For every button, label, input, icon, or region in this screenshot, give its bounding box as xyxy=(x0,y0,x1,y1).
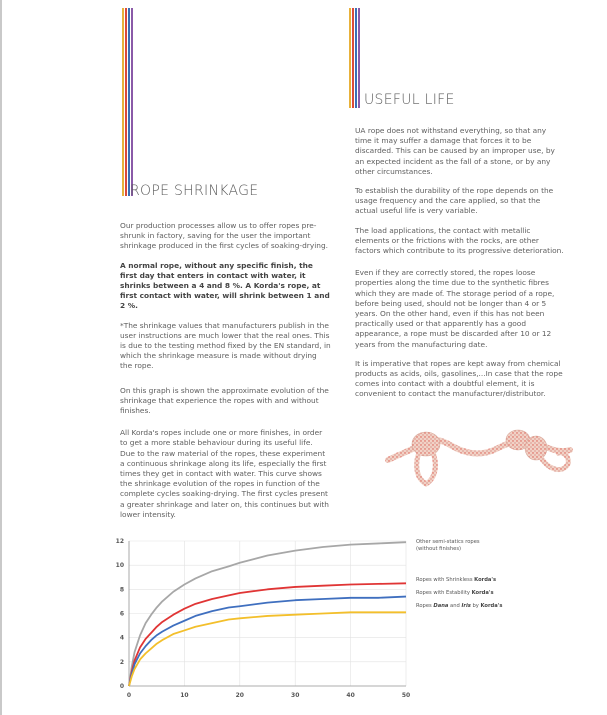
rope-knot xyxy=(412,432,440,456)
rope-knot xyxy=(525,436,547,460)
rope-shrinkage-body xyxy=(120,221,331,529)
stripe xyxy=(349,8,351,108)
x-tick-label: 50 xyxy=(401,692,411,699)
legend-estability-brand: Korda's xyxy=(471,590,494,596)
stripe xyxy=(352,8,354,108)
stripe xyxy=(358,8,360,108)
rope-knots-photo xyxy=(380,420,576,500)
x-tick-label: 20 xyxy=(235,692,244,699)
y-tick-label: 0 xyxy=(119,683,124,690)
y-tick-label: 6 xyxy=(119,610,124,618)
y-tick-label: 10 xyxy=(115,562,124,570)
legend-dana-by: by xyxy=(470,603,481,609)
legend-dana-iris xyxy=(416,603,502,610)
legend-dana-and: and xyxy=(448,603,462,609)
series-line-grey-curve xyxy=(129,542,406,686)
y-tick-label: 8 xyxy=(119,586,124,594)
accent-stripes-top-left xyxy=(122,8,133,196)
x-tick-label: 40 xyxy=(346,692,355,699)
page-edge xyxy=(0,0,2,715)
series-line-blue-curve xyxy=(129,597,406,686)
x-tick-label: 10 xyxy=(180,692,189,699)
shrinkage-graph-intro: On this graph is shown the approximate evolution of the shrinkage that experience the ropes with and without finishes. xyxy=(120,385,329,416)
legend-estability-prefix: Ropes with Estability xyxy=(416,590,472,596)
legend-estability xyxy=(416,590,494,597)
legend-dana-brand: Korda's xyxy=(480,603,503,609)
y-tick-label: 2 xyxy=(119,658,124,666)
useful-life-paragraph: Even if they are correctly stored, the ropes loose properties along the time due to the synthetic fibres which they are made of. The storage period of a rope, before being used, should not be longer than 4 or 5 years. On the other hand, even if this has not been practically used or that apparently has a good appearance, a rope must be discarded after 10 or 12 years from the manufacturing date. xyxy=(355,268,555,349)
useful-life-paragraph: To establish the durability of the rope depends on the usage frequency and the care applied, so that the actual useful life is very variable. xyxy=(355,186,554,216)
stripe xyxy=(128,8,130,196)
y-tick-label: 12 xyxy=(115,538,124,545)
legend-iris-name: Iris xyxy=(461,603,471,609)
useful-life-title: USEFUL LIFE xyxy=(364,92,455,108)
y-tick-label: 4 xyxy=(119,634,124,642)
shrinkage-note: *The shrinkage values that manufacturers publish in the user instructions are much lower that the real ones. This is due to the testing method fixed by the EN standard, in which the shrinkage measure is made without drying the rope. xyxy=(120,320,331,371)
useful-life-paragraph: It is imperative that ropes are kept away from chemical products as acids, oils, gasolines,...In case that the rope comes into contact with a doubtful element, it is convenient to contact the manufacturer/distributor. xyxy=(355,358,563,399)
legend-other-ropes xyxy=(416,539,480,553)
legend-shrinkless xyxy=(416,577,496,584)
shrinkage-finishes-2: Due to the raw material of the ropes, these experiment a continuous shrinkage along its life, especially the first times they get in contact with water. This curve shows the shrinkage evolution of the ropes in function of the complete cycles soaking-drying. The first cycles present a greater shrinkage and later on, this continues but with lower intensity. xyxy=(120,448,329,519)
useful-life-body xyxy=(355,126,565,409)
useful-life-paragraph: The load applications, the contact with metallic elements or the frictions with the rocks, are other factors which contribute to its progressive deterioration. xyxy=(355,225,564,256)
legend-dana-prefix: Ropes xyxy=(416,603,434,609)
legend-other-line1: Other semi-statics ropes xyxy=(416,539,480,545)
legend-dana-name: Dana xyxy=(433,603,449,609)
stripe xyxy=(355,8,357,108)
legend-shrinkless-prefix: Ropes with Shrinkless xyxy=(416,577,475,583)
stripe xyxy=(122,8,124,196)
shrinkage-finishes-1: All Korda's ropes include one or more finishes, in order to get a more stable behaviour during its useful life. xyxy=(120,428,323,448)
shrinkage-intro: Our production processes allow us to offer ropes pre-shrunk in factory, saving for the user the important shrinkage produced in the first cycles of soaking-drying. xyxy=(120,221,328,251)
stripe xyxy=(131,8,133,196)
series-line-yellow-curve xyxy=(129,612,406,686)
x-tick-label: 0 xyxy=(126,692,132,699)
legend-shrinkless-brand: Korda's xyxy=(474,577,497,583)
legend-other-line2: (without finishes) xyxy=(416,546,462,552)
rope-shrinkage-title: ROPE SHRINKAGE xyxy=(130,183,259,199)
x-tick-label: 30 xyxy=(291,692,300,699)
shrinkage-line-chart xyxy=(110,530,420,715)
accent-stripes-top-right xyxy=(349,8,360,108)
useful-life-paragraph: UA rope does not withstand everything, so that any time it may suffer a damage that forces it to be discarded. This can be caused by an improper use, by an expected incident as the fall of a stone, or by any other circumstances. xyxy=(355,126,555,176)
shrinkage-bold-paragraph: A normal rope, without any specific finish, the first day that enters in contact with water, it shrinks between a 4 and 8 %. A Korda's rope, at first contact with water, will shrink between 1 and 2 %. xyxy=(120,260,330,311)
stripe xyxy=(125,8,127,196)
